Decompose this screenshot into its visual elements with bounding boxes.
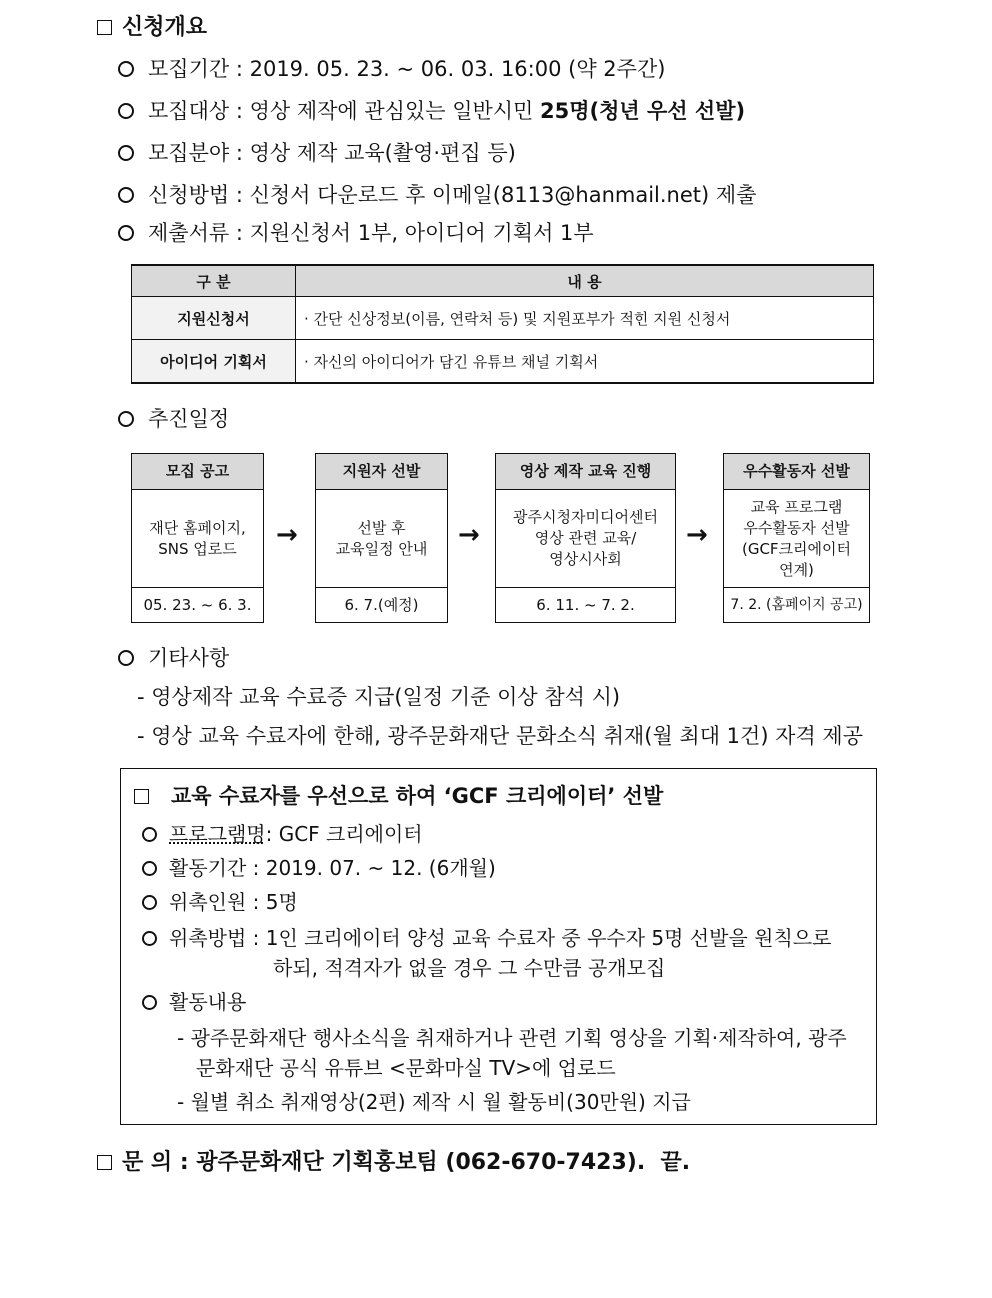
- gcf-box-title: 교육 수료자를 우선으로 하여 ‘GCF 크리에이터’ 선발: [134, 782, 663, 810]
- schedule-step-best: [723, 453, 870, 623]
- circle-bullet-icon: [118, 103, 134, 119]
- step-title: 영상 제작 교육 진행: [496, 454, 675, 490]
- activity-item-2: - 월별 취소 취재영상(2편) 제작 시 월 활동비(30만원) 지급: [177, 1090, 691, 1114]
- appoint-count-line: 위촉인원 : 5명: [142, 888, 298, 916]
- table-row: [132, 297, 874, 340]
- step-date: 7. 2. (홈페이지 공고): [730, 597, 863, 613]
- table-header-row: [132, 265, 874, 297]
- step-title: 우수활동자 선발: [724, 454, 869, 490]
- etc-item: - 영상제작 교육 수료증 지급(일정 기준 이상 참석 시): [137, 685, 621, 709]
- etc-item: - 영상 교육 수료자에 한해, 광주문화재단 문화소식 취재(월 최대 1건) 자격 제공: [137, 724, 864, 748]
- circle-bullet-icon: [118, 61, 134, 77]
- circle-bullet-icon: [118, 411, 134, 427]
- circle-bullet-icon: [118, 187, 134, 203]
- step-title: 모집 공고: [132, 454, 263, 490]
- step-date: 6. 7.(예정): [344, 596, 419, 614]
- circle-bullet-icon: [118, 145, 134, 161]
- contact-line: 문 의 : 광주문화재단 기획홍보팀 (062-670-7423). 끝.: [97, 1149, 690, 1177]
- recruit-period-line: 모집기간 : 2019. 05. 23. ~ 06. 03. 16:00 (약 2주간): [118, 55, 665, 83]
- documents-table: [131, 264, 874, 384]
- table-cell-name: 지원신청서: [132, 297, 296, 340]
- circle-bullet-icon: [142, 931, 157, 946]
- gcf-creator-box: [120, 768, 877, 1125]
- circle-bullet-icon: [142, 827, 157, 842]
- table-cell-desc: · 자신의 아이디어가 담긴 유튜브 채널 기획서: [296, 340, 874, 384]
- apply-method-line: 신청방법 : 신청서 다운로드 후 이메일(8113@hanmail.net) 제출: [118, 181, 756, 209]
- right-arrow-icon: →: [276, 520, 298, 550]
- table-cell-desc: · 간단 신상정보(이름, 연락처 등) 및 지원포부가 적힌 지원 신청서: [296, 297, 874, 340]
- activity-item-1-line1: - 광주문화재단 행사소식을 취재하거나 관련 기획 영상을 기획·제작하여, 광주: [177, 1026, 847, 1050]
- right-arrow-icon: →: [686, 520, 708, 550]
- right-arrow-icon: →: [458, 520, 480, 550]
- activity-period-line: 활동기간 : 2019. 07. ~ 12. (6개월): [142, 854, 496, 882]
- step-body: 선발 후 교육일정 안내: [316, 490, 447, 588]
- step-body: 재단 홈페이지, SNS 업로드: [132, 490, 263, 588]
- schedule-title: 추진일정: [118, 405, 229, 433]
- program-name-line: 프로그램명: GCF 크리에이터: [142, 820, 423, 848]
- activity-content-title: 활동내용: [142, 988, 246, 1016]
- table-header-content: 내 용: [296, 265, 874, 297]
- table-row: [132, 340, 874, 384]
- documents-line: 제출서류 : 지원신청서 1부, 아이디어 기획서 1부: [118, 219, 594, 247]
- circle-bullet-icon: [118, 650, 134, 666]
- schedule-step-announce: [131, 453, 264, 623]
- square-bullet-icon: [97, 1155, 112, 1170]
- activity-item-1-line2: 문화재단 공식 유튜브 <문화마실 TV>에 업로드: [196, 1056, 616, 1080]
- schedule-step-selection: [315, 453, 448, 623]
- table-cell-name: 아이디어 기획서: [132, 340, 296, 384]
- step-body: 교육 프로그램 우수활동자 선발 (GCF크리에이터 연계): [724, 490, 869, 588]
- step-title: 지원자 선발: [316, 454, 447, 490]
- step-date: 6. 11. ~ 7. 2.: [536, 596, 635, 614]
- section-title-overview: 신청개요: [97, 14, 207, 42]
- schedule-step-education: [495, 453, 676, 623]
- circle-bullet-icon: [118, 225, 134, 241]
- step-body: 광주시청자미디어센터 영상 관련 교육/ 영상시사회: [496, 490, 675, 588]
- recruit-field-line: 모집분야 : 영상 제작 교육(촬영·편집 등): [118, 139, 516, 167]
- circle-bullet-icon: [142, 861, 157, 876]
- etc-title: 기타사항: [118, 644, 229, 672]
- appoint-method-line2: 하되, 적격자가 없을 경우 그 수만큼 공개모집: [273, 956, 666, 980]
- table-header-category: 구 분: [132, 265, 296, 297]
- square-bullet-icon: [97, 20, 112, 35]
- appoint-method-line: 위촉방법 : 1인 크리에이터 양성 교육 수료자 중 우수자 5명 선발을 원칙으로: [142, 924, 831, 952]
- circle-bullet-icon: [142, 995, 157, 1010]
- recruit-target-line: 모집대상 : 영상 제작에 관심있는 일반시민 25명(청년 우선 선발): [118, 97, 745, 125]
- circle-bullet-icon: [142, 895, 157, 910]
- step-date: 05. 23. ~ 6. 3.: [143, 596, 252, 614]
- square-bullet-icon: [134, 789, 149, 804]
